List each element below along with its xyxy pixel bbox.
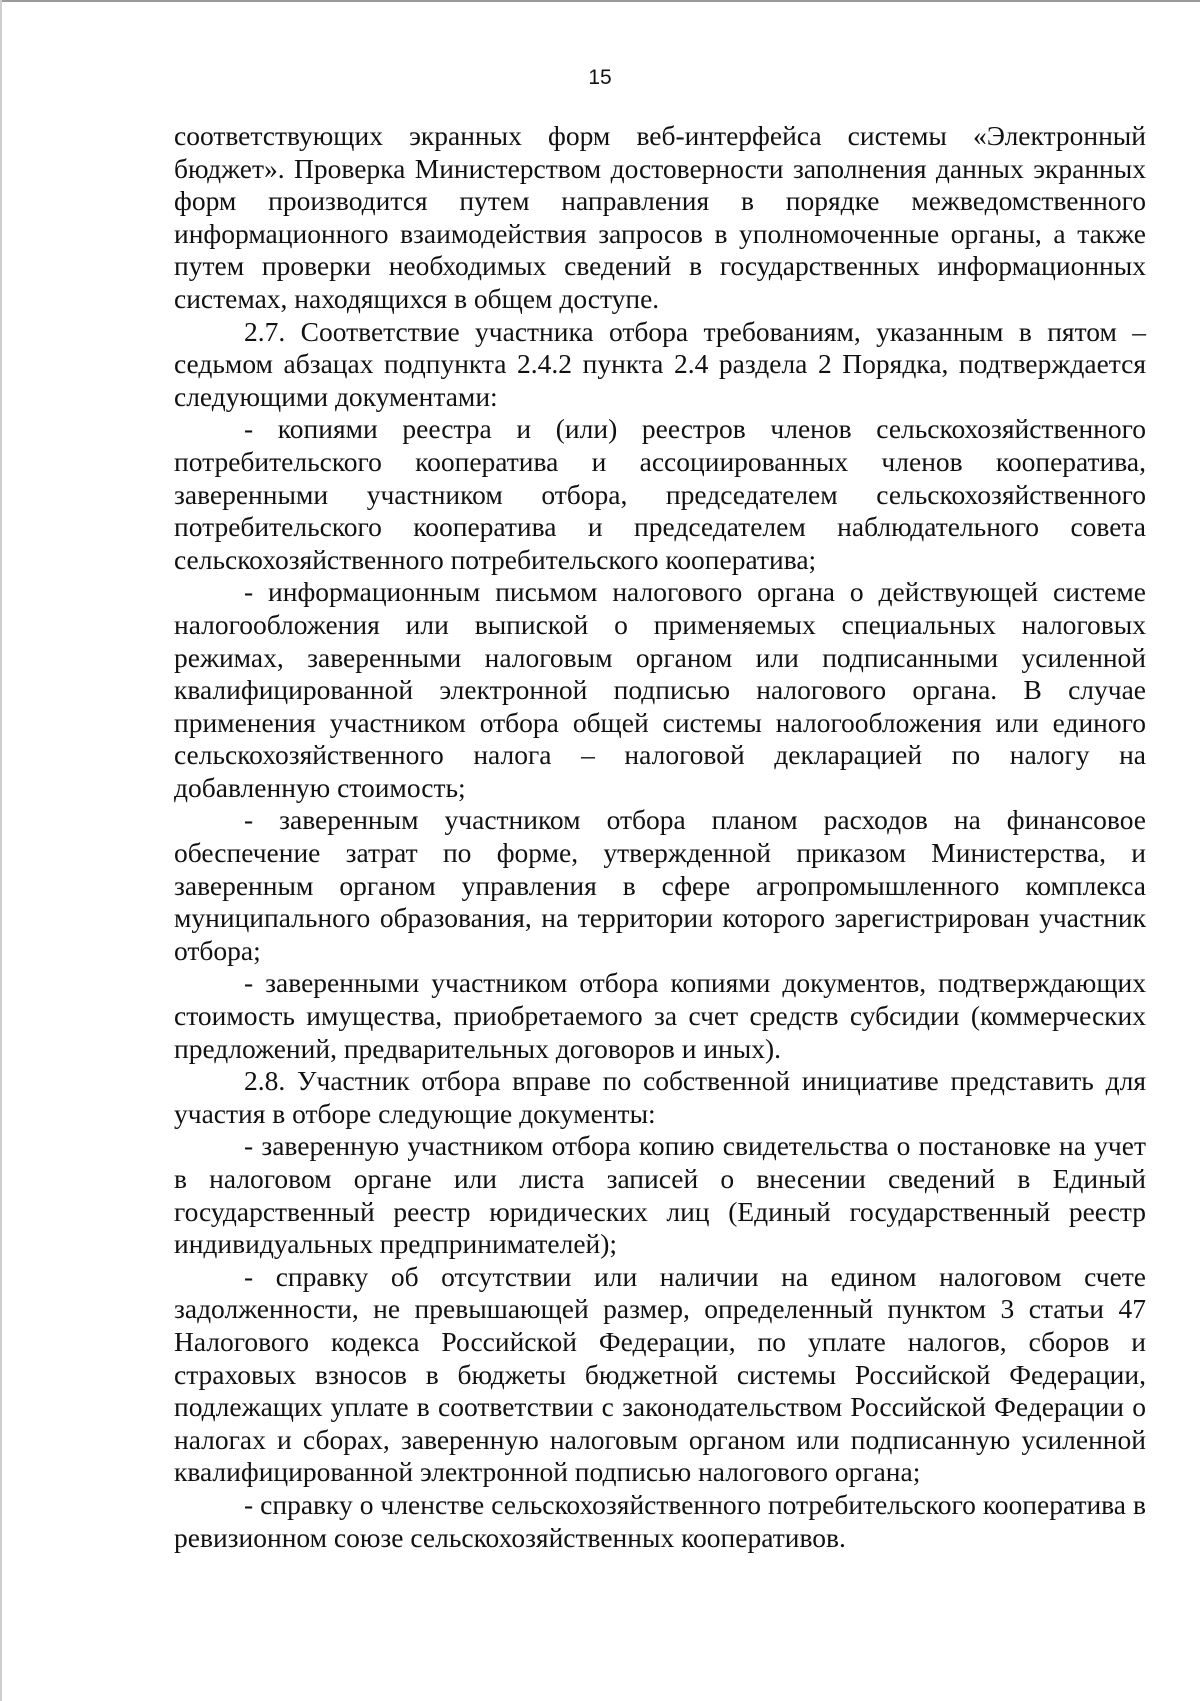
paragraph-2-7: 2.7. Соответствие участника отбора требованиям, указанным в пятом – седьмом абзацах подпункта 2.4.2 пункта 2.4 раздела 2 Порядка, подтверждается следующими документами: <box>174 315 1146 412</box>
list-item-property-documents: - заверенными участником отбора копиями документов, подтверждающих стоимость имущества, приобретаемого за счет средств субсидии (коммерческих предложений, предварительных договоров и иных). <box>174 967 1146 1064</box>
document-body <box>174 120 1146 1554</box>
scan-top-edge <box>0 0 1200 2</box>
page-number: 15 <box>588 66 612 89</box>
list-item-expense-plan: - заверенным участником отбора планом расходов на финансовое обеспечение затрат по форме, утвержденной приказом Министерства, и заверенным органом управления в сфере агропромышленного комплекса муниципального образования, на территории которого зарегистрирован участник отбора; <box>174 804 1146 966</box>
paragraph-continuation: соответствующих экранных форм веб-интерфейса системы «Электронный бюджет». Проверка Министерством достоверности заполнения данных экранных форм производится путем направления в порядке межведомственного информационного взаимодействия запросов в уполномоченные органы, а также путем проверки необходимых сведений в государственных информационных системах, находящихся в общем доступе. <box>174 120 1146 314</box>
scan-left-edge <box>0 0 2 1701</box>
list-item-audit-union-membership: - справку о членстве сельскохозяйственного потребительского кооператива в ревизионном союзе сельскохозяйственных кооперативов. <box>174 1488 1146 1553</box>
paragraph-2-8: 2.8. Участник отбора вправе по собственной инициативе представить для участия в отборе следующие документы: <box>174 1065 1146 1129</box>
list-item-registry-copies: - копиями реестра и (или) реестров членов сельскохозяйственного потребительского кооператива и ассоциированных членов кооператива, заверенными участником отбора, председателем сельскохозяйственного потребительского кооператива и председателем наблюдательного совета сельскохозяйственного потребительского кооператива; <box>174 413 1146 575</box>
list-item-registration-certificate: - заверенную участником отбора копию свидетельства о постановке на учет в налоговом органе или листа записей о внесении сведений в Единый государственный реестр юридических лиц (Единый государственный реестр индивидуальных предпринимателей); <box>174 1130 1146 1260</box>
list-item-tax-letter: - информационным письмом налогового органа о действующей системе налогообложения или выпиской о применяемых специальных налоговых режимах, заверенными налоговым органом или подписанными усиленной квалифицированной электронной подписью налогового органа. В случае применения участником отбора общей системы налогообложения или единого сельскохозяйственного налога – налоговой декларацией по налогу на добавленную стоимость; <box>174 576 1146 803</box>
list-item-tax-debt-certificate: - справку об отсутствии или наличии на едином налоговом счете задолженности, не превышающей размер, определенный пунктом 3 статьи 47 Налогового кодекса Российской Федерации, по уплате налогов, сборов и страховых взносов в бюджеты бюджетной системы Российской Федерации, подлежащих уплате в соответствии с законодательством Российской Федерации о налогах и сборах, заверенную налоговым органом или подписанную усиленной квалифицированной электронной подписью налогового органа; <box>174 1260 1146 1488</box>
